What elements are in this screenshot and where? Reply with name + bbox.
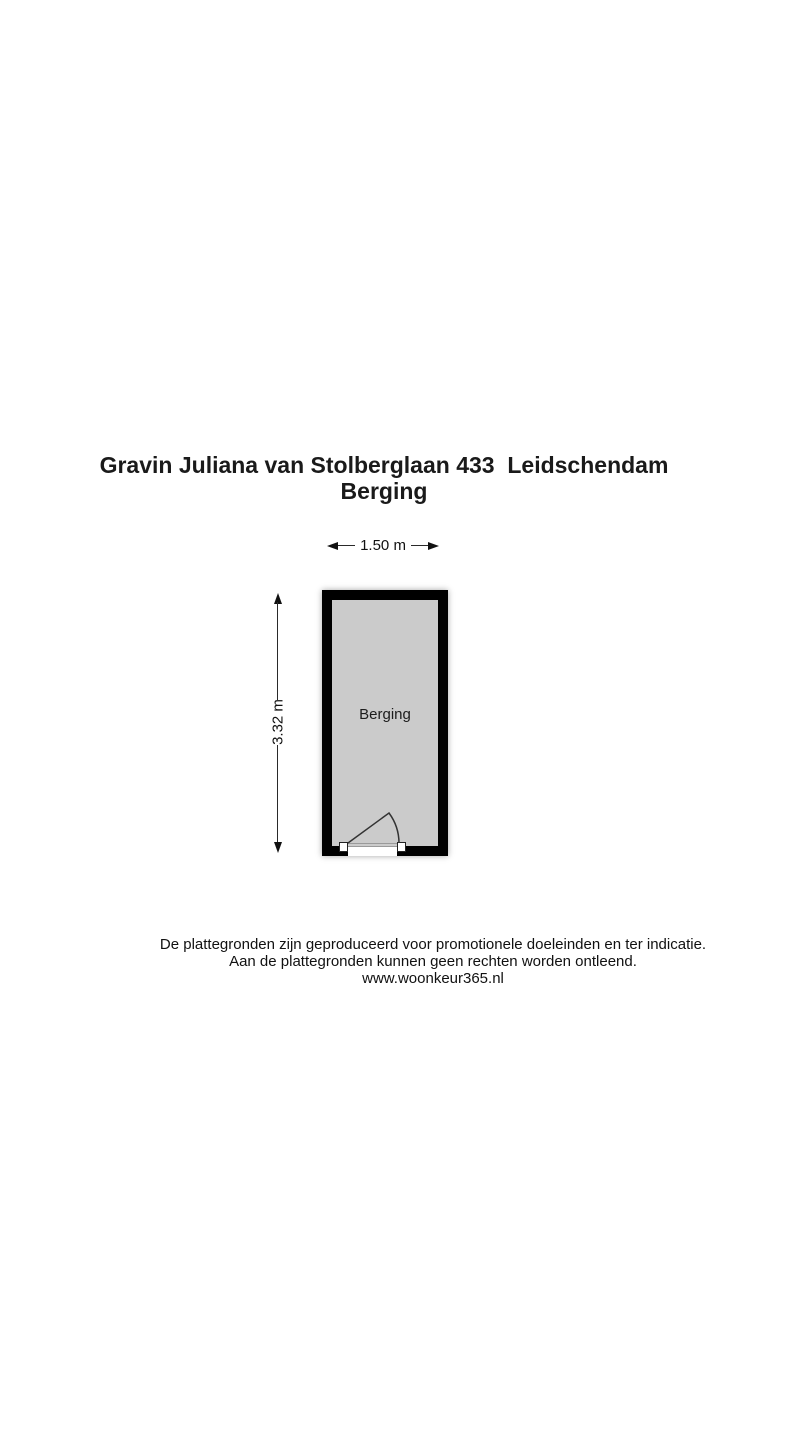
disclaimer-line-1: De plattegronden zijn geproduceerd voor promotionele doeleinden en ter indicatie. <box>159 936 707 953</box>
dimension-line <box>411 545 428 546</box>
dimension-line <box>338 545 355 546</box>
dimension-line-vertical <box>277 745 278 844</box>
room-label: Berging <box>359 706 411 723</box>
width-dimension <box>327 538 439 553</box>
disclaimer-line-2: Aan de plattegronden kunnen geen rechten worden ontleend. <box>229 953 637 970</box>
dimension-arrow-up-icon <box>274 593 282 604</box>
disclaimer <box>0 936 810 987</box>
floor-plan-room <box>322 590 448 856</box>
page-title <box>0 452 768 504</box>
height-dimension-label: 3.32 m <box>269 699 287 745</box>
title-address: Gravin Juliana van Stolberglaan 433 Leidschendam <box>99 452 669 478</box>
door-swing-icon <box>342 805 408 850</box>
website-url: www.woonkeur365.nl <box>362 970 504 987</box>
dimension-arrow-right-icon <box>428 542 439 550</box>
dimension-arrow-down-icon <box>274 842 282 853</box>
dimension-arrow-left-icon <box>327 542 338 550</box>
dimension-line-vertical <box>277 602 278 700</box>
room-label-container <box>332 706 438 724</box>
width-dimension-label: 1.50 m <box>360 537 406 554</box>
title-room-type: Berging <box>340 478 428 504</box>
